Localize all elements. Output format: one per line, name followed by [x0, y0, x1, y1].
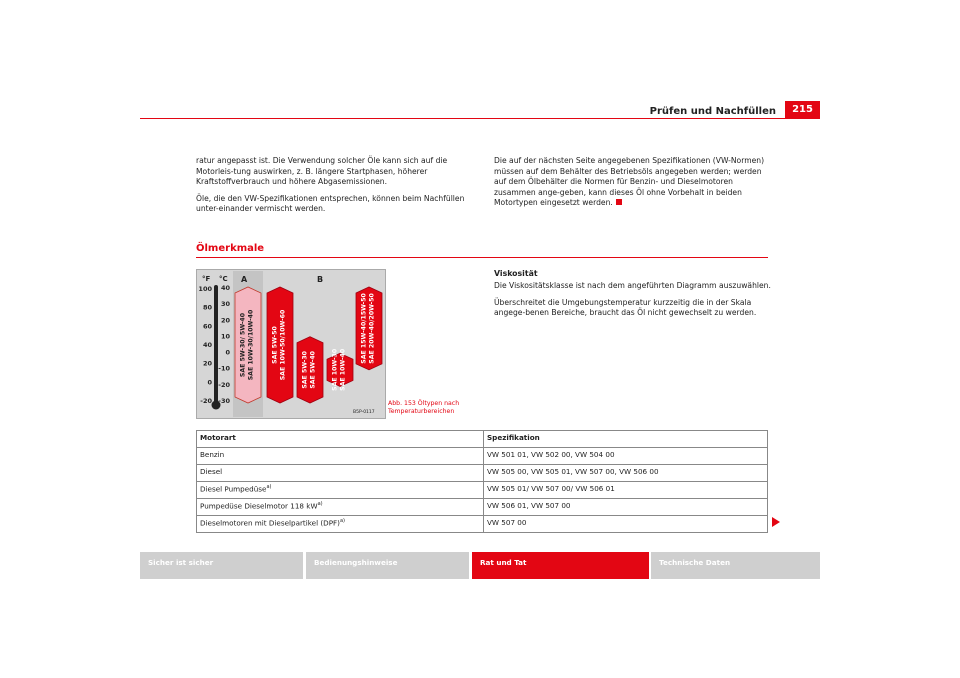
bar-label: SAE 5W-30/ 5W-40: [239, 312, 247, 378]
table-row: [197, 482, 768, 499]
footnote-mark: a): [317, 501, 323, 507]
header-divider: [140, 118, 820, 119]
engine-cell: Diesel Pumpedüse$^{a)}$: [197, 482, 484, 499]
bar-label: SAE 20W-40/20W-50: [368, 293, 376, 364]
spec-cell: VW 501 01, VW 502 00, VW 504 00: [484, 448, 768, 465]
figure-code: B5P-0117: [353, 410, 375, 415]
fahrenheit-tick-label: 40: [202, 341, 212, 349]
viscosity-chart-svg: [197, 270, 385, 418]
footnote-mark: a): [339, 518, 345, 524]
spec-cell: VW 505 00, VW 505 01, VW 507 00, VW 506 00: [484, 465, 768, 482]
viscosity-text: [494, 281, 774, 325]
celsius-tick-label: 40: [220, 284, 230, 292]
paragraph: Die auf der nächsten Seite angegebenen Spezifikationen (VW-Normen) müssen auf dem Behälter des Betriebsöls angegeben werden; werden auf dem Ölbehälter die Normen für Benzin- und Dieselmotoren zusammen ange-geben, kann dieses Öl ohne Vorbehalt in beiden Motortypen eingesetzt werden.: [494, 156, 765, 208]
footer-tab-rat-und-tat[interactable]: Rat und Tat: [472, 552, 649, 579]
page-header-title: Prüfen und Nachfüllen: [649, 106, 776, 117]
bar-label: SAE 15W-40/15W-50: [360, 293, 368, 364]
fahrenheit-tick-label: 60: [202, 322, 212, 331]
bar-label: SAE 10W-30: [331, 348, 339, 391]
paragraph: Die Viskositätsklasse ist nach dem angeführten Diagramm auszuwählen.: [494, 281, 771, 290]
engine-cell: Diesel: [197, 465, 484, 482]
figure-caption: Abb. 153 Öltypen nach Temperaturbereichen: [388, 400, 460, 415]
column-label-a: A: [241, 275, 248, 284]
fahrenheit-tick-label: -20: [200, 397, 212, 405]
next-page-arrow-icon[interactable]: [772, 517, 780, 527]
column-label-b: B: [317, 275, 324, 284]
fahrenheit-tick-label: 100: [198, 285, 212, 293]
paragraph: Öle, die den VW-Spezifikationen entsprechen, können beim Nachfüllen unter-einander vermischt werden.: [196, 193, 465, 214]
text-column-right: [494, 156, 772, 215]
fahrenheit-tick-label: 20: [202, 359, 212, 368]
bar-label: SAE 5W-30: [301, 351, 309, 389]
oil-specification-table: [196, 430, 768, 533]
fahrenheit-tick-label: 0: [207, 378, 212, 387]
bar-label: SAE 5W-40: [309, 351, 317, 389]
spec-cell: VW 506 01, VW 507 00: [484, 499, 768, 516]
section-title: Ölmerkmale: [196, 243, 265, 254]
table-row: [197, 516, 768, 533]
table-row: [197, 465, 768, 482]
footer-tab-bedienung[interactable]: Bedienungshinweise: [306, 552, 469, 579]
footnote-mark: a): [266, 484, 272, 490]
text-column-left: [196, 156, 472, 221]
celsius-tick-label: 30: [220, 300, 230, 309]
celsius-tick-label: 10: [220, 332, 230, 341]
footer-tab-technische-daten[interactable]: Technische Daten: [651, 552, 820, 579]
unit-celsius: °C: [219, 275, 228, 283]
fahrenheit-tick-label: 80: [202, 303, 212, 312]
table-header-row: [197, 431, 768, 448]
table-header: Motorart: [197, 431, 484, 448]
end-mark-icon: [616, 199, 622, 205]
celsius-tick-label: -30: [218, 397, 230, 405]
celsius-tick-label: 0: [225, 348, 230, 357]
section-divider: [196, 257, 768, 258]
spec-cell: VW 507 00: [484, 516, 768, 533]
unit-fahrenheit: °F: [202, 275, 211, 283]
spec-cell: VW 505 01/ VW 507 00/ VW 506 01: [484, 482, 768, 499]
engine-cell: Benzin: [197, 448, 484, 465]
footer-tab-sicher[interactable]: Sicher ist sicher: [140, 552, 303, 579]
table-row: [197, 499, 768, 516]
celsius-tick-label: -20: [218, 380, 230, 389]
bar-label: SAE 10W-30/10W-40: [247, 309, 255, 381]
paragraph: ratur angepasst ist. Die Verwendung solcher Öle kann sich auf die Motorleis-tung auswirken, z. B. längere Startphasen, höherer Kraftstoffverbrauch und höhere Abgasemissionen.: [196, 156, 448, 187]
table-header: Spezifikation: [484, 431, 768, 448]
table-row: [197, 448, 768, 465]
bar-label: SAE 10W-50/10W-60: [279, 309, 287, 381]
celsius-tick-label: -10: [218, 364, 230, 373]
bar-label: SAE 5W-50: [271, 326, 279, 364]
oil-viscosity-diagram: [196, 269, 386, 419]
engine-cell: Dieselmotoren mit Dieselpartikel (DPF)$^{a)}$: [197, 516, 484, 533]
bar-label: SAE 10W-40: [339, 348, 347, 391]
paragraph: Überschreitet die Umgebungstemperatur kurzzeitig die in der Skala angege-benen Bereiche, braucht das Öl nicht gewechselt zu werden.: [494, 297, 757, 318]
page-number: 215: [785, 101, 820, 118]
viscosity-heading: Viskosität: [494, 269, 538, 278]
celsius-tick-label: 20: [220, 316, 230, 325]
engine-cell: Pumpedüse Dieselmotor 118 $kW^{a)}$: [197, 499, 484, 516]
